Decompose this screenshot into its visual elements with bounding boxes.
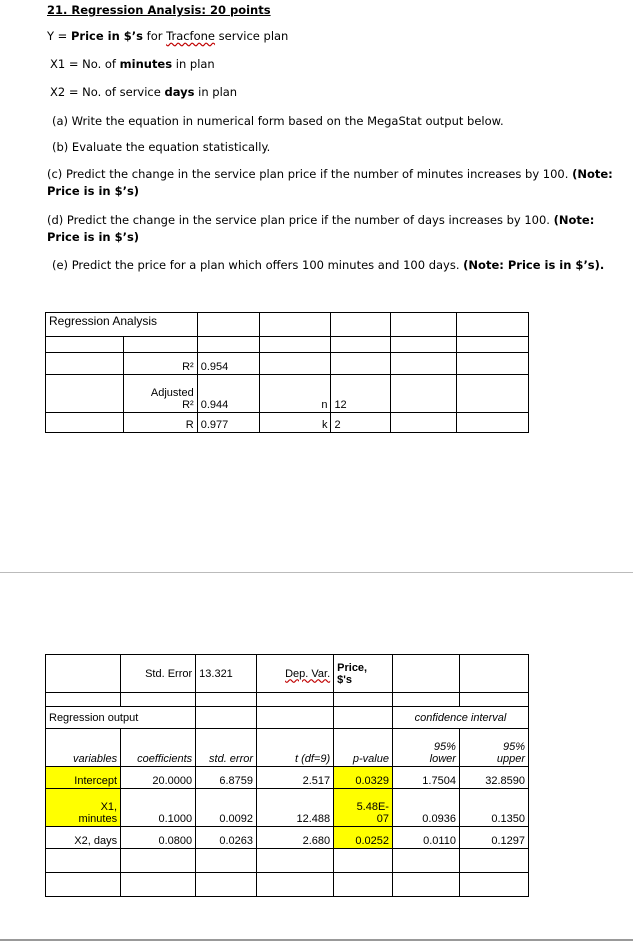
coef-cell: 0.1000 bbox=[121, 789, 196, 827]
t-cell: 12.488 bbox=[257, 789, 334, 827]
n-value: 12 bbox=[331, 375, 391, 413]
header-p: p-value bbox=[334, 729, 393, 767]
p-cell: 0.0252 bbox=[334, 827, 393, 849]
page-bottom-border bbox=[0, 939, 633, 941]
regression-summary-table bbox=[45, 312, 529, 433]
header-t: t (df=9) bbox=[257, 729, 334, 767]
lower-cell: 1.7504 bbox=[392, 767, 459, 789]
regression-output-table bbox=[45, 654, 529, 897]
part-a: (a) Write the equation in numerical form based on the MegaStat output below. bbox=[52, 114, 504, 128]
upper-cell: 0.1297 bbox=[459, 827, 528, 849]
header-std-error: std. error bbox=[196, 729, 257, 767]
x2-definition: X2 = No. of service days in plan bbox=[50, 85, 238, 99]
dep-var-label: Dep. Var. bbox=[257, 655, 334, 693]
part-c: (c) Predict the change in the service plan price if the number of minutes increases by 100. (Note: Price is in $’s) bbox=[47, 167, 613, 198]
upper-cell: 32.8590 bbox=[459, 767, 528, 789]
table-row bbox=[46, 827, 529, 849]
se-cell: 6.8759 bbox=[196, 767, 257, 789]
lower-cell: 0.0110 bbox=[392, 827, 459, 849]
coef-cell: 0.0800 bbox=[121, 827, 196, 849]
r2-value: 0.954 bbox=[197, 353, 259, 375]
r-value: 0.977 bbox=[197, 413, 259, 433]
std-error-label: Std. Error bbox=[121, 655, 196, 693]
y-definition: Y = Price in $’s for Tracfone service plan bbox=[47, 29, 289, 43]
header-variables: variables bbox=[46, 729, 121, 767]
regression-output-title: Regression output bbox=[46, 707, 196, 729]
part-b: (b) Evaluate the equation statistically. bbox=[52, 140, 271, 154]
se-cell: 0.0263 bbox=[196, 827, 257, 849]
var-cell: X2, days bbox=[46, 827, 121, 849]
var-cell: X1, minutes bbox=[46, 789, 121, 827]
header-coefficients: coefficients bbox=[121, 729, 196, 767]
spellcheck-word: Tracfone bbox=[166, 29, 216, 43]
part-d: (d) Predict the change in the service plan price if the number of days increases by 100. (Note: Price is in $’s) bbox=[47, 213, 595, 244]
summary-header: Regression Analysis bbox=[46, 313, 198, 337]
p-cell: 5.48E- 07 bbox=[334, 789, 393, 827]
confidence-interval-label: confidence interval bbox=[392, 707, 528, 729]
part-e: (e) Predict the price for a plan which offers 100 minutes and 100 days. (Note: Price is in $’s). bbox=[52, 258, 605, 272]
question-title: 21. Regression Analysis: 20 points bbox=[47, 3, 271, 17]
r2-label: R² bbox=[123, 353, 197, 375]
std-error-value: 13.321 bbox=[196, 655, 257, 693]
t-cell: 2.680 bbox=[257, 827, 334, 849]
table-row bbox=[46, 767, 529, 789]
adj-r2-label: Adjusted R² bbox=[123, 375, 197, 413]
adj-r2-value: 0.944 bbox=[197, 375, 259, 413]
t-cell: 2.517 bbox=[257, 767, 334, 789]
table-row bbox=[46, 789, 529, 827]
k-label: k bbox=[259, 413, 331, 433]
header-lower: 95% lower bbox=[392, 729, 459, 767]
k-value: 2 bbox=[331, 413, 391, 433]
page-divider bbox=[0, 572, 633, 573]
upper-cell: 0.1350 bbox=[459, 789, 528, 827]
header-upper: 95% upper bbox=[459, 729, 528, 767]
var-cell: Intercept bbox=[46, 767, 121, 789]
coef-cell: 20.0000 bbox=[121, 767, 196, 789]
dep-var-value: Price, $'s bbox=[334, 655, 393, 693]
n-label: n bbox=[259, 375, 331, 413]
x1-definition: X1 = No. of minutes in plan bbox=[50, 57, 215, 71]
se-cell: 0.0092 bbox=[196, 789, 257, 827]
lower-cell: 0.0936 bbox=[392, 789, 459, 827]
r-label: R bbox=[123, 413, 197, 433]
p-cell: 0.0329 bbox=[334, 767, 393, 789]
